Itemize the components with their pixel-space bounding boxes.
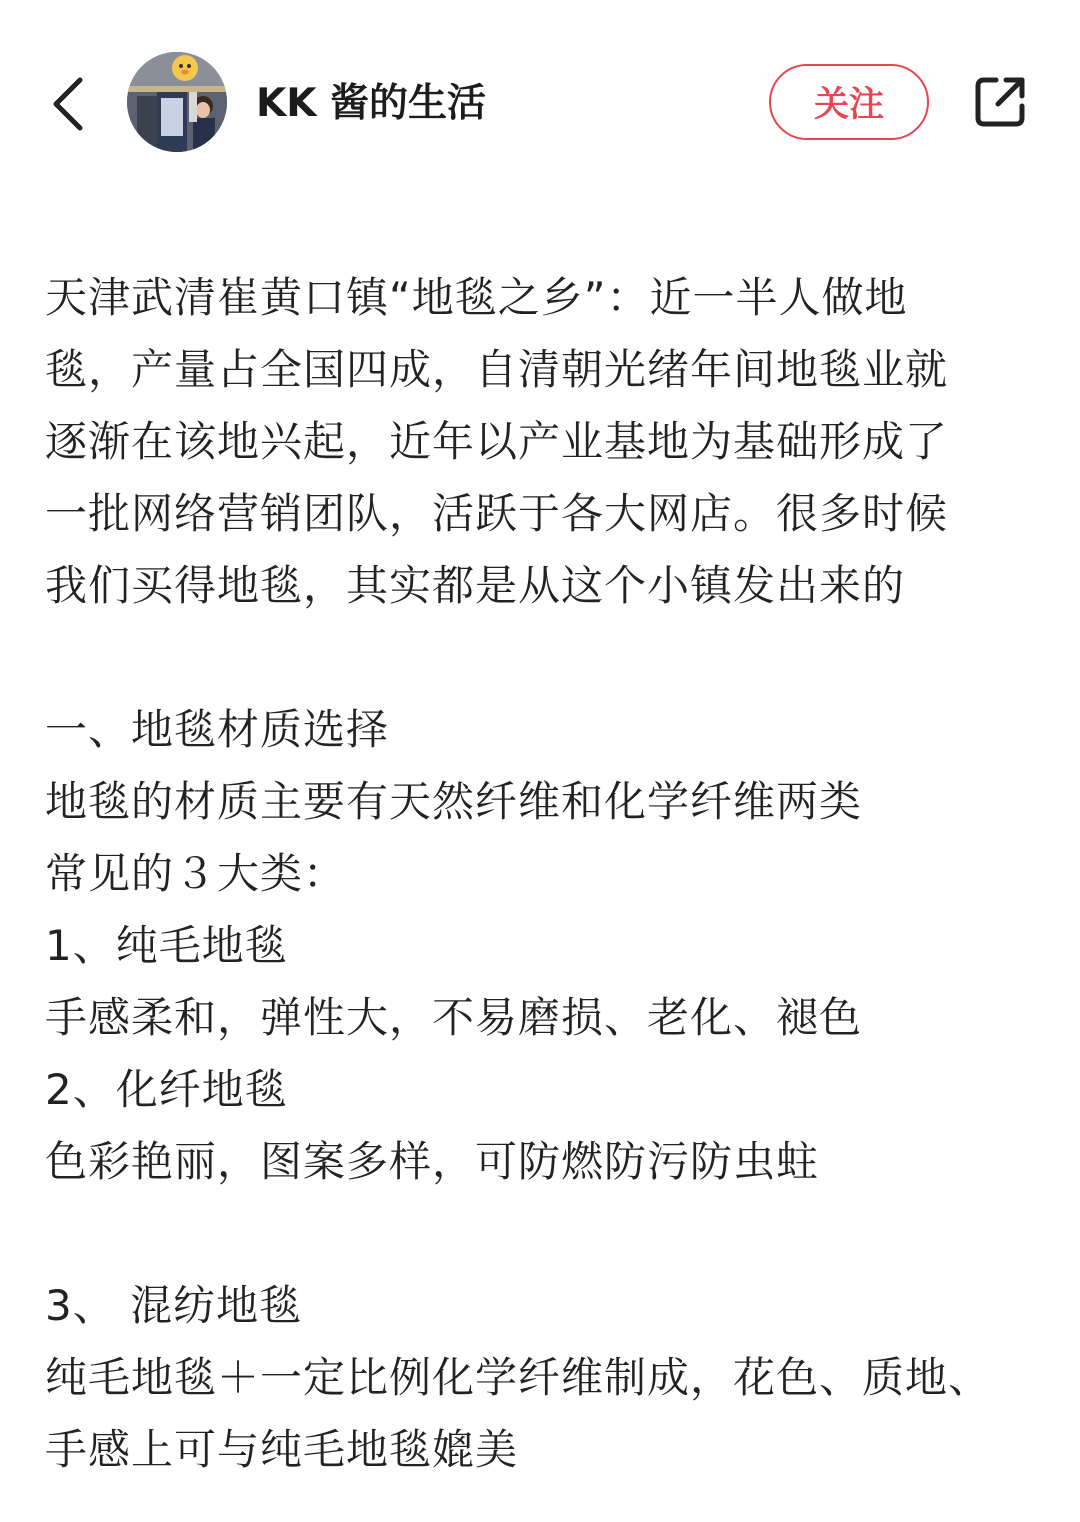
post-line: 常见的３大类： [45,849,347,898]
list-item-desc: 手感柔和，弹性大，不易磨损、老化、褪色 [45,993,863,1042]
post-line: 我们买得地毯，其实都是从这个小镇发出来的 [45,561,906,610]
list-item-desc: 纯毛地毯＋一定比例化学纤维制成，花色、质地、 [45,1353,992,1402]
section-heading: 一、地毯材质选择 [45,705,390,754]
post-line: 逐渐在该地兴起，近年以产业基地为基础形成了 [45,417,949,466]
author-name[interactable]: KK 酱的生活 [256,81,487,126]
post-line: 毯，产量占全国四成，自清朝光绪年间地毯业就 [45,345,949,394]
post-line: 天津武清崔黄口镇“地毯之乡”：近一半人做地 [45,273,908,322]
blank-line [45,622,1035,694]
list-item-title: 2、化纤地毯 [45,1065,288,1114]
avatar[interactable] [127,52,227,152]
top-bar [0,0,1080,205]
follow-button[interactable]: 关注 [769,64,929,140]
list-item-title: 3、 混纺地毯 [45,1281,303,1330]
list-item-desc: 手感上可与纯毛地毯媲美 [45,1425,519,1474]
share-button[interactable] [966,68,1034,136]
post-body [45,262,1035,1486]
post-line: 一批网络营销团队，活跃于各大网店。很多时候 [45,489,949,538]
blank-line [45,1198,1035,1270]
post-line: 地毯的材质主要有天然纤维和化学纤维两类 [45,777,863,826]
chevron-left-icon [48,74,88,134]
share-external-icon [970,72,1030,132]
list-item-title: 1、纯毛地毯 [45,921,288,970]
back-button[interactable] [40,70,96,138]
avatar-image [127,52,227,152]
list-item-desc: 色彩艳丽，图案多样，可防燃防污防虫蛀 [45,1137,820,1186]
